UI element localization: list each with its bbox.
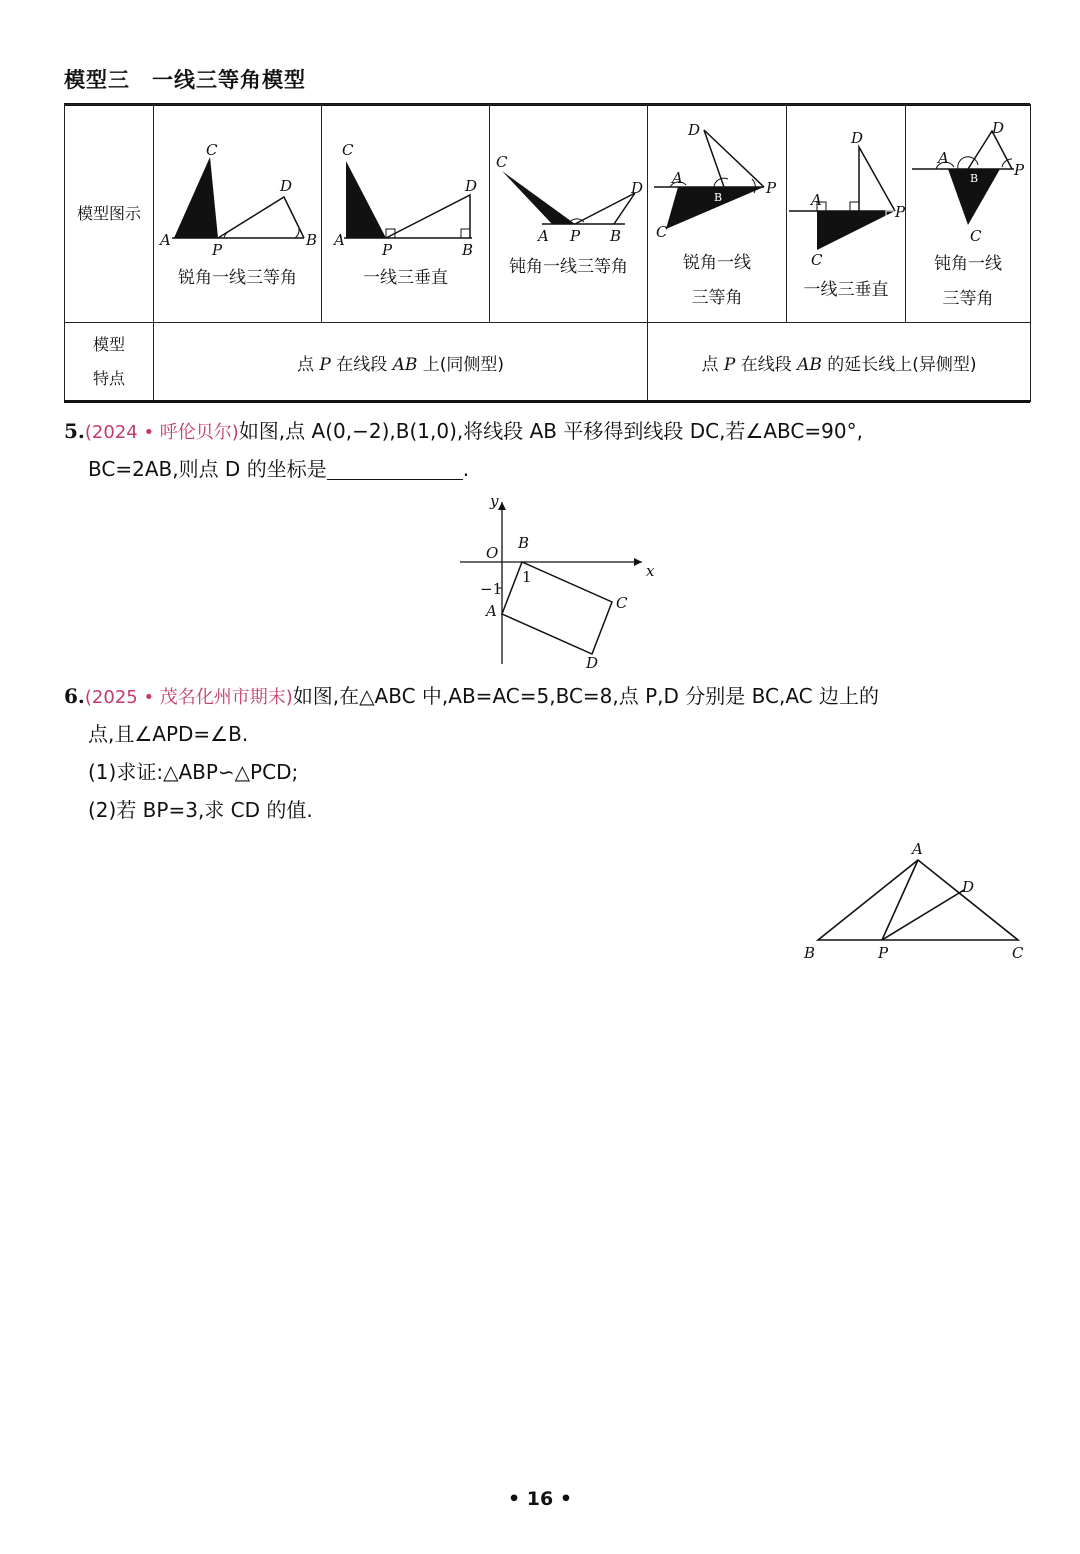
page-number: • 16 •: [508, 1488, 572, 1510]
model-cell-acute-same-side: [154, 105, 322, 323]
q5-label-C: C: [616, 594, 628, 612]
svg-text:A: A: [811, 191, 822, 209]
q5-source: (2024 • 呼伦贝尔): [84, 422, 239, 443]
q5-origin: O: [486, 544, 499, 562]
svg-text:A: A: [538, 227, 549, 245]
svg-text:B: B: [610, 227, 622, 245]
caption-2: 一线三垂直: [363, 268, 448, 288]
svg-text:B: B: [462, 241, 474, 259]
feature-same-side: 点 P 在线段 AB 上(同侧型): [154, 323, 648, 402]
svg-text:P: P: [382, 241, 393, 259]
caption-3: 钝角一线三等角: [509, 257, 628, 277]
caption-4b: 三等角: [691, 288, 743, 308]
svg-text:A: A: [938, 149, 949, 167]
svg-text:C: C: [342, 141, 354, 159]
q5-label-D: D: [586, 654, 599, 672]
caption-6b: 三等角: [942, 289, 994, 309]
q5-label-B: B: [518, 534, 530, 552]
q6-line2: 点,且∠APD=∠B.: [88, 722, 249, 746]
svg-text:B: B: [714, 191, 723, 204]
q6-label-D: D: [962, 878, 975, 896]
row-header-feature: 模型 特点: [65, 323, 154, 402]
feature-extension: 点 P 在线段 AB 的延长线上(异侧型): [648, 323, 1031, 402]
svg-text:C: C: [970, 227, 982, 245]
q5-number: 5.: [64, 419, 85, 443]
svg-text:C: C: [496, 153, 508, 171]
svg-text:C: C: [811, 251, 823, 269]
q5-label-A: A: [486, 602, 497, 620]
q6-part2: (2)若 BP=3,求 CD 的值.: [88, 798, 313, 822]
label-A: A: [160, 231, 171, 249]
label-C: C: [206, 141, 218, 159]
label-B: B: [306, 231, 318, 249]
svg-text:D: D: [688, 121, 701, 139]
q6-line1: 6.(2025 • 茂名化州市期末)如图,在△ABC 中,AB=AC=5,BC=8,点 P,D 分别是 BC,AC 边上的: [64, 684, 879, 708]
label-D: D: [280, 177, 293, 195]
svg-text:A: A: [334, 231, 345, 249]
caption-4a: 锐角一线: [683, 253, 751, 273]
model-cell-obtuse-same-side: [490, 105, 648, 323]
q6-label-B: B: [804, 944, 816, 962]
model-cell-right-same-side: [322, 105, 490, 323]
diagram-obtuse-same-side: [490, 105, 648, 322]
svg-text:D: D: [465, 177, 478, 195]
section-title: 模型三 一线三等角模型: [64, 68, 306, 92]
svg-text:B: B: [970, 172, 979, 185]
caption-5: 一线三垂直: [803, 280, 889, 300]
q6-label-P: P: [878, 944, 889, 962]
q5-coordinate-figure: [452, 492, 662, 672]
q6-label-A: A: [912, 840, 923, 858]
q5-answer-blank[interactable]: [327, 457, 463, 480]
model-cell-acute-ext: [648, 105, 787, 323]
row-header-diagram: 模型图示: [65, 105, 154, 323]
q5-tick-neg1: −1: [480, 580, 503, 598]
model-table: [64, 104, 1031, 402]
q5-axis-x: x: [646, 562, 655, 580]
svg-text:P: P: [570, 227, 581, 245]
q5-line1: 5.(2024 • 呼伦贝尔)如图,点 A(0,−2),B(1,0),将线段 AB 平移得到线段 DC,若∠ABC=90°,: [64, 419, 863, 443]
table-bottom-rule: [64, 400, 1030, 403]
svg-text:P: P: [1014, 161, 1025, 179]
q6-label-C: C: [1012, 944, 1024, 962]
q6-triangle-figure: [796, 836, 1036, 966]
label-P: P: [212, 241, 223, 259]
model-cell-obtuse-ext: [906, 105, 1031, 323]
q5-axis-y: y: [490, 492, 499, 510]
model-cell-right-ext: [787, 105, 906, 323]
svg-text:A: A: [672, 169, 683, 187]
q6-source: (2025 • 茂名化州市期末): [84, 687, 293, 708]
q6-part1: (1)求证:△ABP∽△PCD;: [88, 760, 299, 784]
svg-text:C: C: [656, 223, 668, 241]
q5-tick-1: 1: [522, 568, 532, 586]
caption-1: 锐角一线三等角: [178, 268, 297, 288]
q6-number: 6.: [64, 684, 85, 708]
svg-text:P: P: [895, 203, 906, 221]
svg-text:P: P: [766, 179, 777, 197]
caption-6a: 钝角一线: [934, 254, 1002, 274]
svg-text:D: D: [992, 119, 1005, 137]
q5-line2: BC=2AB,则点 D 的坐标是 .: [88, 457, 470, 481]
svg-text:D: D: [851, 129, 864, 147]
svg-text:D: D: [631, 179, 644, 197]
